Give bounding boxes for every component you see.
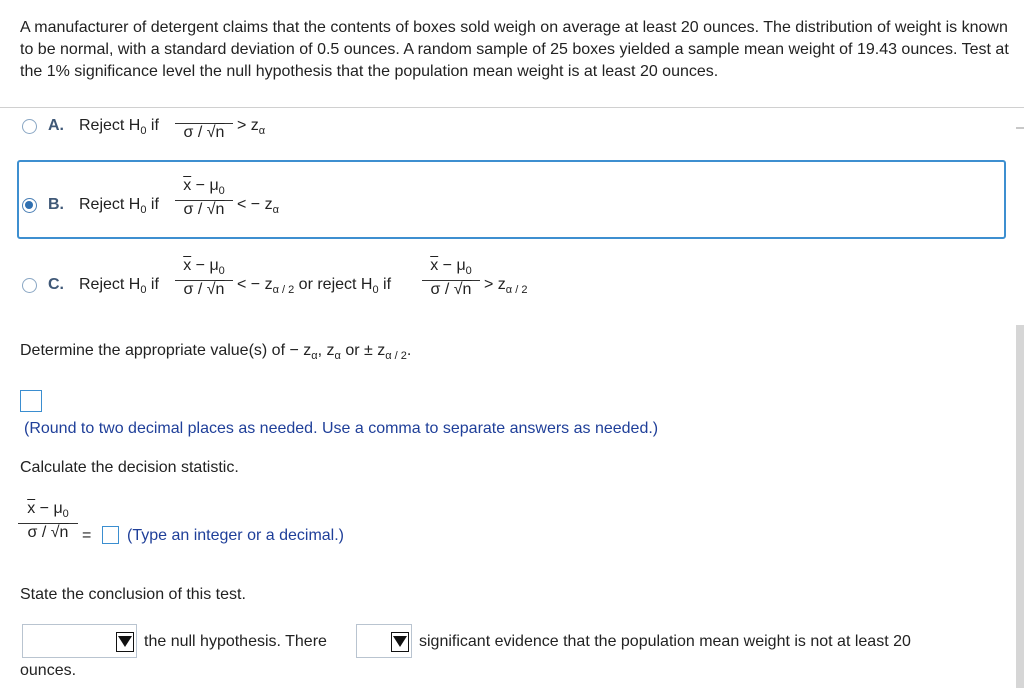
h-subscript: 0 — [140, 125, 147, 137]
scrollbar-top-mark — [1016, 127, 1024, 129]
chevron-down-icon[interactable] — [391, 632, 409, 652]
test-statistic-fraction: $\overline{x} - \mu_0$ σ / √n — [18, 500, 78, 542]
option-a[interactable] — [18, 112, 1008, 156]
option-b[interactable] — [18, 168, 1008, 234]
option-b-compare: < − $z_\alpha$ — [237, 196, 279, 216]
part3-tail-text: ounces. — [20, 662, 77, 679]
option-c-label: Reject $H_0$ if — [79, 276, 159, 296]
part1-hint: (Round to two decimal places as needed. Use a comma to separate answers as needed.) — [24, 420, 659, 437]
test-statistic-input[interactable] — [102, 526, 119, 544]
option-b-radio[interactable] — [22, 198, 37, 213]
reject-text: Reject H — [79, 117, 141, 134]
critical-value-input[interactable] — [20, 390, 42, 412]
fraction-denominator: σ / √n — [183, 201, 225, 218]
option-a-radio[interactable] — [22, 119, 37, 134]
fraction-denominator: σ / √n — [183, 124, 225, 141]
equals-sign: = — [82, 527, 92, 544]
option-c-radio[interactable] — [22, 278, 37, 293]
option-c-fraction-2: $\overline{x} - \mu_0$ σ / √n — [422, 257, 480, 299]
option-a-label — [79, 117, 159, 137]
option-c-compare-2: > $z_{\alpha / 2}$ — [484, 276, 528, 296]
divider — [0, 107, 1024, 108]
if-text: if — [146, 117, 159, 134]
option-c[interactable] — [18, 250, 1008, 316]
part3-middle-text: the null hypothesis. There — [144, 633, 327, 650]
evidence-dropdown[interactable] — [356, 624, 412, 658]
chevron-down-icon[interactable] — [116, 632, 134, 652]
part1-prompt: Determine the appropriate value(s) of − $z_\alpha$, $z_\alpha$ or ± $z_{\alpha / 2}$. — [20, 342, 412, 362]
option-a-fraction — [175, 113, 233, 142]
part2-hint: (Type an integer or a decimal.) — [127, 527, 344, 544]
part3-prompt: State the conclusion of this test. — [20, 586, 246, 603]
option-b-label: Reject $H_0$ if — [79, 196, 159, 216]
option-a-letter: A. — [48, 117, 64, 134]
question-prompt: A manufacturer of detergent claims that the contents of boxes sold weigh on average at least 20 ounces. The distribution of weight is known to be normal, with a standard deviation of 0.5 ounces. A random sample of 25 boxes yielded a sample mean weight of 19.43 ounces. Test at the 1% significance level the null hypothesis that the population mean weight is at least 20 ounces. — [20, 19, 1009, 80]
option-a-compare: > $z_\alpha$ — [237, 117, 266, 137]
part3-end-text: significant evidence that the population mean weight is not at least 20 — [419, 633, 911, 650]
option-b-letter: B. — [48, 196, 64, 213]
conclusion-dropdown[interactable] — [22, 624, 137, 658]
option-b-fraction — [175, 177, 233, 219]
option-c-compare-1: < − $z_{\alpha / 2}$ or reject $H_0$ if — [237, 276, 392, 296]
scrollbar[interactable] — [1016, 325, 1024, 688]
part2-prompt: Calculate the decision statistic. — [20, 459, 239, 476]
option-c-letter: C. — [48, 276, 64, 293]
option-c-fraction-1: $\overline{x} - \mu_0$ σ / √n — [175, 257, 233, 299]
fraction-numerator: $\overline{x} - \mu_0$ — [183, 177, 225, 197]
